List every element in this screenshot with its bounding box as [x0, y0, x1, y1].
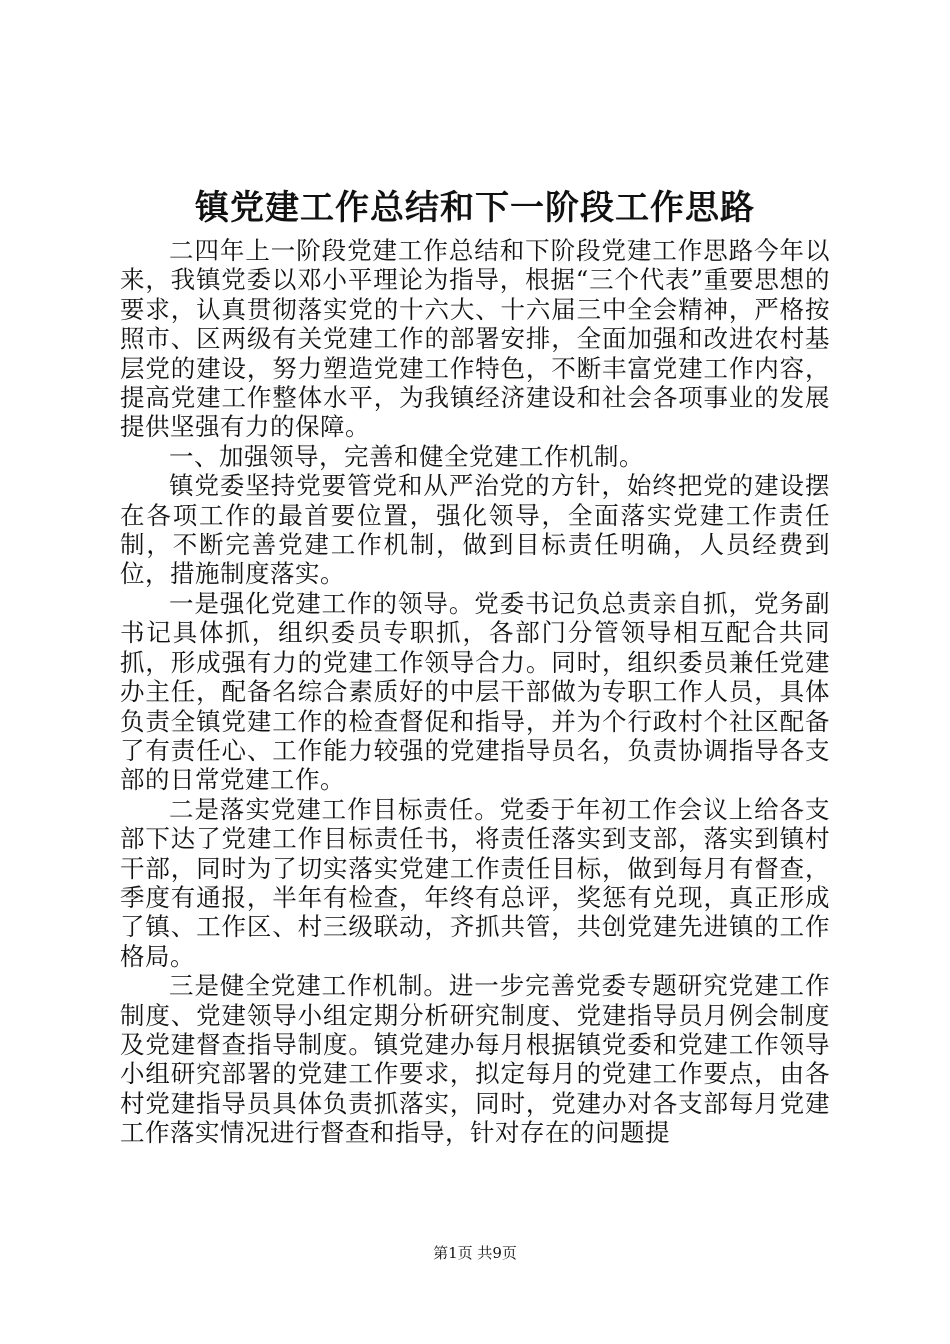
- document-body: [120, 236, 830, 1148]
- paragraph-point-1: 一是强化党建工作的领导。党委书记负总责亲自抓，党务副书记具体抓，组织委员专职抓，各部门分管领导相互配合共同抓，形成强有力的党建工作领导合力。同时，组织委员兼任党建办主任，配备名综合素质好的中层干部做为专职工作人员，具体负责全镇党建工作的检查督促和指导，并为个行政村个社区配备了有责任心、工作能力较强的党建指导员名，负责协调指导各支部的日常党建工作。: [120, 588, 830, 795]
- paragraph-point-2: 二是落实党建工作目标责任。党委于年初工作会议上给各支部下达了党建工作目标责任书，将责任落实到支部，落实到镇村干部，同时为了切实落实党建工作责任目标，做到每月有督查，季度有通报，半年有检查，年终有总评，奖惩有兑现，真正形成了镇、工作区、村三级联动，齐抓共管，共创党建先进镇的工作格局。: [120, 794, 830, 971]
- page-footer: 第1页 共9页: [433, 1244, 517, 1262]
- document-title: 镇党建工作总结和下一阶段工作思路: [195, 188, 755, 228]
- paragraph-intro: 二四年上一阶段党建工作总结和下阶段党建工作思路今年以来，我镇党委以邓小平理论为指导，根据“三个代表”重要思想的要求，认真贯彻落实党的十六大、十六届三中全会精神，严格按照市、区两级有关党建工作的部署安排，全面加强和改进农村基层党的建设，努力塑造党建工作特色，不断丰富党建工作内容，提高党建工作整体水平，为我镇经济建设和社会各项事业的发展提供坚强有力的保障。: [120, 236, 830, 442]
- paragraph-section-1: 镇党委坚持党要管党和从严治党的方针，始终把党的建设摆在各项工作的最首要位置，强化领导，全面落实党建工作责任制，不断完善党建工作机制，做到目标责任明确，人员经费到位，措施制度落实。: [120, 471, 830, 589]
- section-heading-1: 一、加强领导，完善和健全党建工作机制。: [169, 441, 644, 471]
- paragraph-point-3: 三是健全党建工作机制。进一步完善党委专题研究党建工作制度、党建领导小组定期分析研究制度、党建指导员月例会制度及党建督查指导制度。镇党建办每月根据镇党委和党建工作领导小组研究部署的党建工作要求，拟定每月的党建工作要点，由各村党建指导员具体负责抓落实，同时，党建办对各支部每月党建工作落实情况进行督查和指导，针对存在的问题提: [120, 971, 830, 1148]
